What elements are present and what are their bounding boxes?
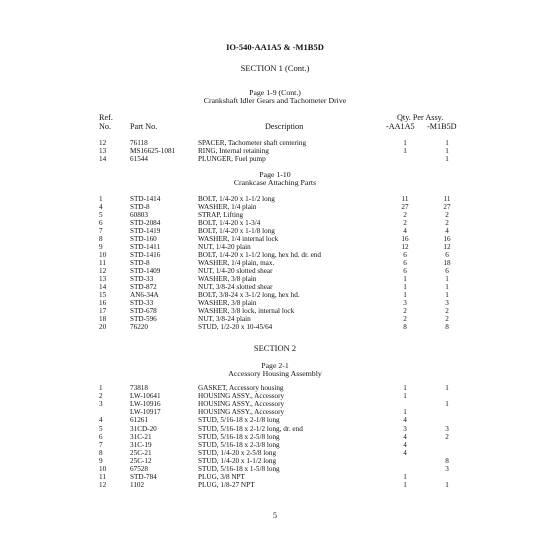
qty-m1b5d: 1: [445, 400, 449, 409]
part-number: 1102: [130, 481, 145, 490]
qty-aa1a5: 1: [403, 291, 407, 299]
qty-aa1a5: 1: [403, 283, 407, 291]
ref-number: 5: [99, 424, 103, 433]
qty-aa1a5: 1: [403, 139, 407, 147]
table-row: [0, 481, 550, 490]
ref-number: 5: [99, 211, 103, 219]
qty-aa1a5: 4: [403, 448, 407, 457]
part-description: NUT, 3/8-24 plain: [198, 315, 251, 323]
part-description: STUD, 1/2-20 x 10-45/64: [198, 323, 273, 331]
qty-aa1a5: 2: [403, 315, 407, 323]
part-description: STUD, 5/16-18 x 1-5/8 long: [198, 465, 280, 473]
qty-aa1a5: 1: [403, 146, 407, 155]
part-description: WASHER, 1/4 plain, max.: [198, 259, 275, 267]
ref-number: 20: [99, 323, 107, 331]
qty-aa1a5: 1: [403, 473, 407, 482]
part-description: NUT, 1/4-20 plain: [198, 243, 251, 251]
part-description: BOLT, 3/8-24 x 3-1/2 long, hex hd.: [198, 291, 300, 299]
qty-m1b5d: 8: [445, 456, 449, 465]
part-description: WASHER, 3/8 plain: [198, 275, 257, 283]
ref-number: 7: [99, 227, 103, 235]
ref-number: 7: [99, 440, 103, 449]
part-number: 61544: [130, 154, 148, 163]
part-number: MS16625-1081: [130, 146, 176, 155]
part-number: LW-10916: [130, 400, 161, 409]
aa1a5-header: -AA1A5: [386, 122, 415, 131]
qty-m1b5d: 1: [445, 291, 449, 299]
ref-number: 4: [99, 203, 103, 211]
ref-number: 1: [99, 195, 103, 203]
ref-number: 11: [99, 259, 106, 267]
description-header: Description: [265, 122, 304, 131]
part-number: STD-8: [130, 203, 150, 211]
qty-aa1a5: 2: [403, 307, 407, 315]
part-number: 67528: [130, 465, 148, 473]
part-description: HOUSING ASSY., Accessory: [198, 408, 285, 417]
qty-aa1a5: 4: [403, 227, 407, 235]
part-description: STUD, 5/16-18 x 2-1/2 long, dr. end: [198, 424, 303, 433]
qty-m1b5d: 1: [445, 481, 449, 490]
qty-m1b5d: 6: [445, 267, 449, 275]
part-no-header: Part No.: [130, 122, 158, 131]
qty-m1b5d: 2: [445, 315, 449, 323]
page-1-10-heading: Page 1-10: [259, 170, 291, 179]
ref-number: 13: [99, 146, 107, 155]
qty-aa1a5: 3: [403, 424, 407, 433]
part-number: AN6-34A: [130, 291, 159, 299]
ref-number: 15: [99, 291, 107, 299]
qty-aa1a5: 6: [403, 251, 407, 259]
ref-number: 10: [99, 465, 107, 473]
part-number: STD-2084: [130, 219, 161, 227]
ref-number: 8: [99, 235, 103, 243]
table-row: [0, 323, 550, 332]
ref-number: 12: [99, 267, 107, 275]
qty-aa1a5: 1: [403, 481, 407, 490]
page-2-1-subheading: Accessory Housing Assembly: [228, 369, 322, 378]
ref-number: 13: [99, 275, 107, 283]
ref-number: 1: [99, 384, 103, 392]
qty-m1b5d: 6: [445, 251, 449, 259]
part-description: NUT, 1/4-20 slotted shear: [198, 267, 273, 275]
qty-m1b5d: 3: [445, 465, 449, 473]
qty-m1b5d: 1: [445, 384, 449, 392]
no-header: No.: [99, 122, 112, 131]
qty-aa1a5: 12: [401, 243, 409, 251]
qty-aa1a5: 6: [403, 267, 407, 275]
qty-m1b5d: 4: [445, 227, 449, 235]
part-description: STUD, 5/16-18 x 2-5/8 long: [198, 432, 280, 441]
part-number: STD-872: [130, 283, 157, 291]
part-number: STD-1414: [130, 195, 161, 203]
part-number: STD-1409: [130, 267, 161, 275]
part-number: LW-10917: [130, 408, 161, 417]
part-description: PLUG, 1/8-27 NPT: [198, 481, 255, 490]
qty-aa1a5: 4: [403, 416, 407, 425]
m1b5d-header: -M1B5D: [427, 122, 457, 131]
part-description: HOUSING ASSY., Accessory: [198, 392, 285, 401]
part-description: BOLT, 1/4-20 x 1-1/8 long: [198, 227, 275, 235]
part-number: STD-678: [130, 307, 157, 315]
part-number: STD-1411: [130, 243, 161, 251]
qty-m1b5d: 1: [445, 139, 449, 147]
part-description: BOLT, 1/4-20 x 1-1/2 long: [198, 195, 275, 203]
document-title: IO-540-AA1A5 & -M1B5D: [226, 42, 324, 52]
part-number: STD-1419: [130, 227, 161, 235]
part-number: 76118: [130, 139, 148, 147]
part-description: STRAP, Lifting: [198, 211, 244, 219]
qty-m1b5d: 8: [445, 323, 449, 331]
ref-number: 9: [99, 243, 103, 251]
qty-aa1a5: 16: [401, 235, 409, 243]
ref-number: 6: [99, 432, 103, 441]
qty-m1b5d: 2: [445, 219, 449, 227]
part-number: 31CD-20: [130, 424, 157, 433]
qty-m1b5d: 18: [443, 259, 451, 267]
part-number: 31C-21: [130, 432, 152, 441]
ref-number: 6: [99, 219, 103, 227]
ref-number: 10: [99, 251, 107, 259]
qty-aa1a5: 4: [403, 440, 407, 449]
qty-aa1a5: 8: [403, 323, 407, 331]
part-description: WASHER, 3/8 plain: [198, 299, 257, 307]
qty-m1b5d: 3: [445, 424, 449, 433]
part-description: STUD, 1/4-20 x 2-5/8 long: [198, 448, 277, 457]
page-2-1-heading: Page 2-1: [261, 361, 289, 370]
part-number: STD-8: [130, 259, 150, 267]
part-description: BOLT, 1/4-20 x 1-3/4: [198, 219, 261, 227]
part-description: STUD, 1/4-20 x 1-1/2 long: [198, 456, 277, 465]
qty-m1b5d: 3: [445, 299, 449, 307]
ref-number: 16: [99, 299, 107, 307]
qty-aa1a5: 2: [403, 219, 407, 227]
qty-m1b5d: 27: [443, 203, 451, 211]
qty-aa1a5: 1: [403, 275, 407, 283]
qty-m1b5d: 12: [443, 243, 451, 251]
ref-number: 3: [99, 400, 103, 409]
part-description: NUT, 3/8-24 slotted shear: [198, 283, 273, 291]
part-description: STUD, 5/16-18 x 2-3/8 long: [198, 440, 280, 449]
part-description: PLUNGER, Fuel pump: [198, 154, 266, 163]
ref-number: 18: [99, 315, 107, 323]
part-number: STD-1416: [130, 251, 161, 259]
qty-m1b5d: 2: [445, 307, 449, 315]
qty-aa1a5: 11: [401, 195, 409, 203]
part-number: 60803: [130, 211, 148, 219]
ref-number: 8: [99, 448, 103, 457]
part-number: STD-160: [130, 235, 157, 243]
part-description: HOUSING ASSY., Accessory: [198, 400, 285, 409]
ref-number: 2: [99, 392, 103, 401]
qty-m1b5d: 1: [445, 146, 449, 155]
part-description: GASKET, Accessory housing: [198, 384, 284, 392]
part-description: SPACER, Tachometer shaft centering: [198, 139, 307, 147]
part-number: 25C-12: [130, 456, 152, 465]
part-description: WASHER, 3/8 lock, internal lock: [198, 307, 295, 315]
ref-number: 14: [99, 283, 107, 291]
page-1-9-heading: Page 1-9 (Cont.): [249, 88, 301, 97]
part-number: 73818: [130, 384, 148, 392]
qty-header: Qty. Per Assy.: [397, 113, 444, 122]
qty-aa1a5: 4: [403, 432, 407, 441]
qty-aa1a5: 1: [403, 384, 407, 392]
part-number: STD-596: [130, 315, 157, 323]
part-number: STD-784: [130, 473, 157, 482]
part-description: BOLT, 1/4-20 x 1-1/2 long, hex hd. dr. end: [198, 251, 321, 259]
qty-m1b5d: 1: [445, 283, 449, 291]
qty-m1b5d: 1: [445, 154, 449, 163]
part-number: STD-33: [130, 299, 154, 307]
part-number: LW-10641: [130, 392, 161, 401]
part-description: WASHER, 1/4 internal lock: [198, 235, 279, 243]
ref-number: 14: [99, 154, 107, 163]
page-1-9-subheading: Crankshaft Idler Gears and Tachometer Drive: [203, 96, 347, 105]
qty-aa1a5: 1: [403, 408, 407, 417]
qty-m1b5d: 11: [443, 195, 451, 203]
ref-number: 11: [99, 473, 106, 482]
qty-m1b5d: 2: [445, 211, 449, 219]
part-number: 76220: [130, 323, 148, 331]
part-description: STUD, 5/16-18 x 2-1/8 long: [198, 416, 280, 425]
page-1-10-subheading: Crankcase Attaching Parts: [233, 178, 317, 187]
part-description: WASHER, 1/4 plain: [198, 203, 257, 211]
section-2-heading: SECTION 2: [253, 343, 297, 353]
ref-number: 12: [99, 481, 107, 490]
part-description: RING, Internal retaining: [198, 146, 269, 155]
qty-m1b5d: 16: [443, 235, 451, 243]
qty-m1b5d: 2: [445, 432, 449, 441]
section-1-heading: SECTION 1 (Cont.): [240, 63, 310, 73]
ref-header: Ref.: [99, 113, 113, 122]
qty-aa1a5: 1: [403, 392, 407, 401]
qty-aa1a5: 6: [403, 259, 407, 267]
part-number: 25C-21: [130, 448, 152, 457]
ref-number: 9: [99, 456, 103, 465]
page-number: 5: [273, 511, 277, 520]
part-number: STD-33: [130, 275, 154, 283]
part-number: 61261: [130, 416, 148, 425]
qty-aa1a5: 2: [403, 211, 407, 219]
qty-m1b5d: 1: [445, 275, 449, 283]
table-row: [0, 155, 550, 164]
part-number: 31C-19: [130, 440, 152, 449]
ref-number: 4: [99, 416, 103, 425]
ref-number: 17: [99, 307, 107, 315]
qty-aa1a5: 27: [401, 203, 409, 211]
ref-number: 12: [99, 139, 107, 147]
qty-aa1a5: 3: [403, 299, 407, 307]
part-description: PLUG, 3/8 NPT: [198, 473, 245, 482]
